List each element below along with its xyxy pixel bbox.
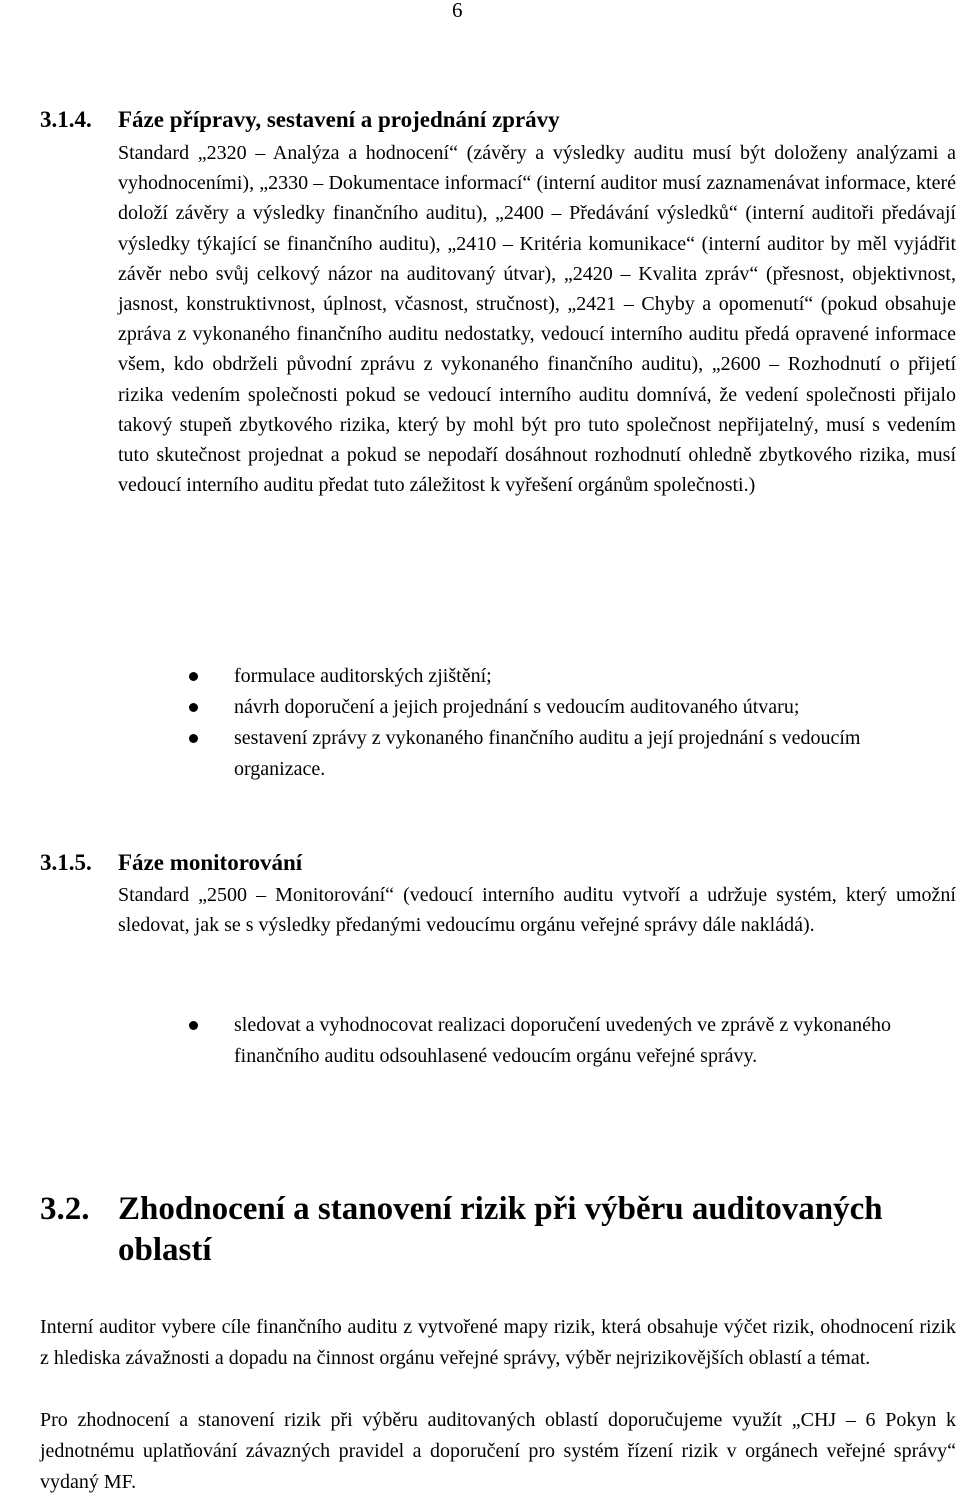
section-number: 3.2. — [40, 1191, 90, 1227]
section-3-2-paragraph-2: Pro zhodnocení a stanovení rizik při výběru auditovaných oblastí doporučujeme využít „CHJ – 6 Pokyn k jednotnému uplatňování závazných pravidel a doporučení pro systém řízení rizik v orgánech veřejné správy“ vydaný MF. — [40, 1409, 956, 1493]
section-title: Fáze přípravy, sestavení a projednání zprávy — [118, 107, 560, 132]
section-3-1-4-bullet-list — [0, 661, 960, 785]
list-item-text: návrh doporučení a jejich projednání s vedoucím auditovaného útvaru; — [234, 696, 800, 718]
section-title: Zhodnocení a stanovení rizik při výběru auditovaných oblastí — [118, 1191, 883, 1268]
section-title: Fáze monitorování — [118, 850, 303, 875]
section-3-1-5-bullet-list — [0, 1010, 960, 1072]
page-number: 6 — [452, 0, 463, 22]
section-number: 3.1.5. — [40, 850, 92, 875]
list-item — [0, 1010, 934, 1072]
section-3-1-5-paragraph — [118, 880, 956, 940]
list-item-text: sestavení zprávy z vykonaného finančního auditu a její projednání s vedoucím organizace. — [234, 727, 861, 780]
section-3-2-paragraph-1: Interní auditor vybere cíle finančního auditu z vytvořené mapy rizik, která obsahuje výčet rizik, ohodnocení rizik z hlediska závažnosti a dopadu na činnost orgánu veřejné správy, výběr nejrizikovějších oblastí a témat. — [40, 1316, 956, 1369]
section-heading-3-1-4 — [40, 106, 560, 134]
bullet-icon — [189, 1021, 198, 1030]
bullet-icon — [189, 734, 198, 743]
list-item-text: formulace auditorských zjištění; — [234, 665, 492, 687]
section-heading-3-1-5 — [40, 849, 302, 877]
bullet-icon — [189, 672, 198, 681]
bullet-icon — [189, 703, 198, 712]
paragraph-text: Standard „2500 – Monitorování“ (vedoucí interního auditu vytvoří a udržuje systém, který umožní sledovat, jak se s výsledky předanými vedoucímu orgánu veřejné správy dále nakládá). — [118, 884, 956, 937]
list-item-text: sledovat a vyhodnocovat realizaci doporučení uvedených ve zprávě z vykonaného finančního auditu odsouhlasené vedoucím orgánu veřejné správy. — [234, 1014, 891, 1067]
list-item — [0, 692, 934, 723]
list-item — [0, 661, 934, 692]
section-3-1-4-paragraph — [118, 138, 956, 500]
section-number: 3.1.4. — [40, 107, 92, 132]
paragraph-text: Standard „2320 – Analýza a hodnocení“ (závěry a výsledky auditu musí být doloženy analýzami a vyhodnoceními), „2330 – Dokumentace informací“ (interní auditor musí zaznamenávat informace, které doloží závěry a výsledky finančního auditu), „2400 – Předávání výsledků“ (interní auditoři předávají výsledky týkající se finančního auditu), „2410 – Kritéria komunikace“ (interní auditor by měl vyjádřit závěr nebo svůj celkový názor na auditovaný útvar), „2420 – Kvalita zpráv“ (přesnost, objektivnost, jasnost, konstruktivnost, úplnost, včasnost, stručnost), „2421 – Chyby a opomenutí“ (pokud obsahuje zpráva z vykonaného finančního auditu nedostatky, vedoucí interního auditu předá opravené informace všem, kdo obdrželi původní zprávu z vykonaného finančního auditu), „2600 – Rozhodnutí o přijetí rizika vedením společnosti pokud se vedoucí interního auditu domnívá, že vedení společnosti přijalo takový stupeň zbytkového rizika, který by mohl být pro tuto společnost nepřijatelný, musí s vedením tuto skutečnost projednat a pokud se nepodaří dosáhnout rozhodnutí ohledně zbytkového rizika, musí vedoucí interního auditu předat tuto záležitost k vyřešení orgánům společnosti.) — [118, 142, 956, 497]
list-item — [0, 723, 934, 785]
